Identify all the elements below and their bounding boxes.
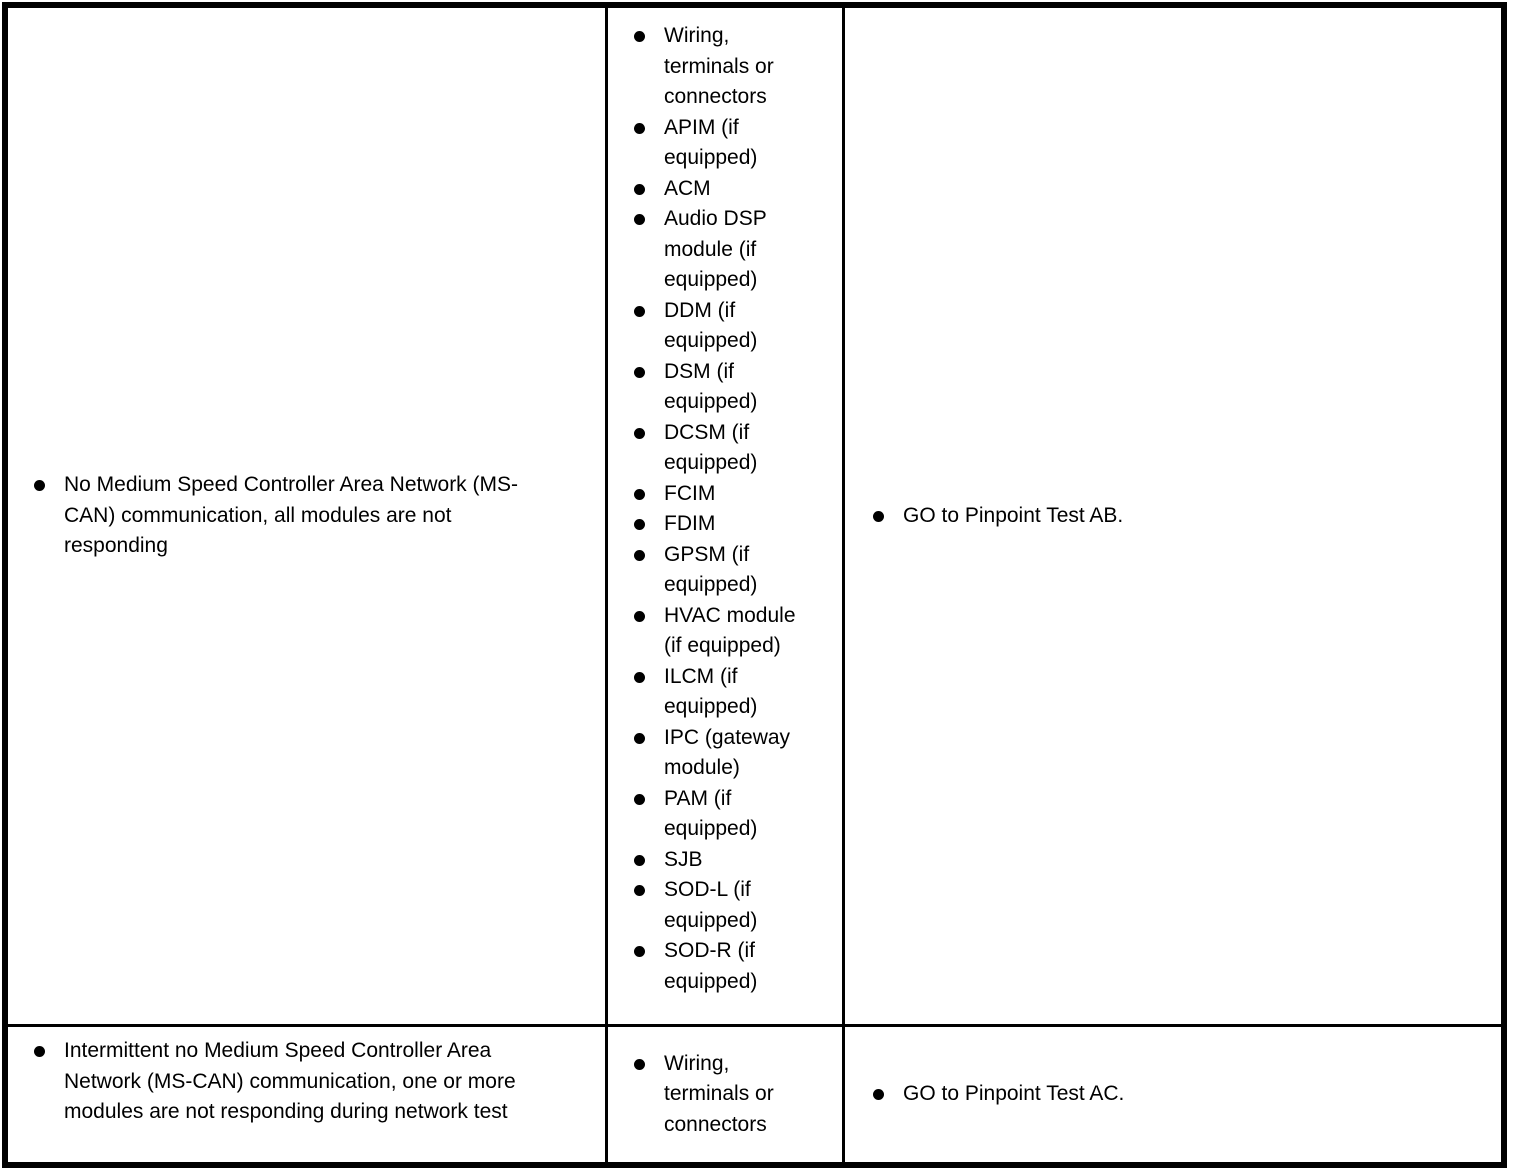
source-item: DDM (if equipped)	[634, 296, 836, 357]
action-list-row1	[873, 501, 1485, 532]
source-item: FDIM	[634, 509, 836, 540]
possible-sources-cell-row2	[608, 1027, 845, 1162]
symptom-cell-row2	[8, 1027, 608, 1162]
symptom-text: No Medium Speed Controller Area Network (MS-CAN) communication, all modules are not responding	[34, 470, 539, 562]
action-text: GO to Pinpoint Test AC.	[873, 1079, 1463, 1110]
action-cell-row1	[845, 8, 1501, 1027]
source-item: SOD-L (if equipped)	[634, 875, 836, 936]
source-item: PAM (if equipped)	[634, 784, 836, 845]
symptom-cell-row1	[8, 8, 608, 1027]
source-item: DSM (if equipped)	[634, 357, 836, 418]
source-item: SOD-R (if equipped)	[634, 936, 836, 997]
source-list-row2	[634, 1049, 836, 1141]
symptom-list-row2	[34, 1036, 589, 1128]
possible-sources-cell-row1	[608, 8, 845, 1027]
symptom-list-row1	[34, 470, 589, 562]
source-item: Wiring, terminals or connectors	[634, 1049, 836, 1141]
source-item: ACM	[634, 174, 836, 205]
source-item: FCIM	[634, 479, 836, 510]
source-item: Audio DSP module (if equipped)	[634, 204, 836, 296]
source-item: IPC (gateway module)	[634, 723, 836, 784]
source-item: HVAC module (if equipped)	[634, 601, 836, 662]
source-item: GPSM (if equipped)	[634, 540, 836, 601]
action-cell-row2	[845, 1027, 1501, 1162]
symptom-chart-table	[2, 2, 1507, 1168]
source-item: APIM (if equipped)	[634, 113, 836, 174]
source-item: ILCM (if equipped)	[634, 662, 836, 723]
action-list-row2	[873, 1079, 1485, 1110]
source-item: Wiring, terminals or connectors	[634, 21, 836, 113]
source-item: DCSM (if equipped)	[634, 418, 836, 479]
symptom-text: Intermittent no Medium Speed Controller Area Network (MS-CAN) communication, one or more modules are not responding during network test	[34, 1036, 539, 1128]
source-item: SJB	[634, 845, 836, 876]
source-list-row1	[634, 21, 836, 997]
action-text: GO to Pinpoint Test AB.	[873, 501, 1463, 532]
